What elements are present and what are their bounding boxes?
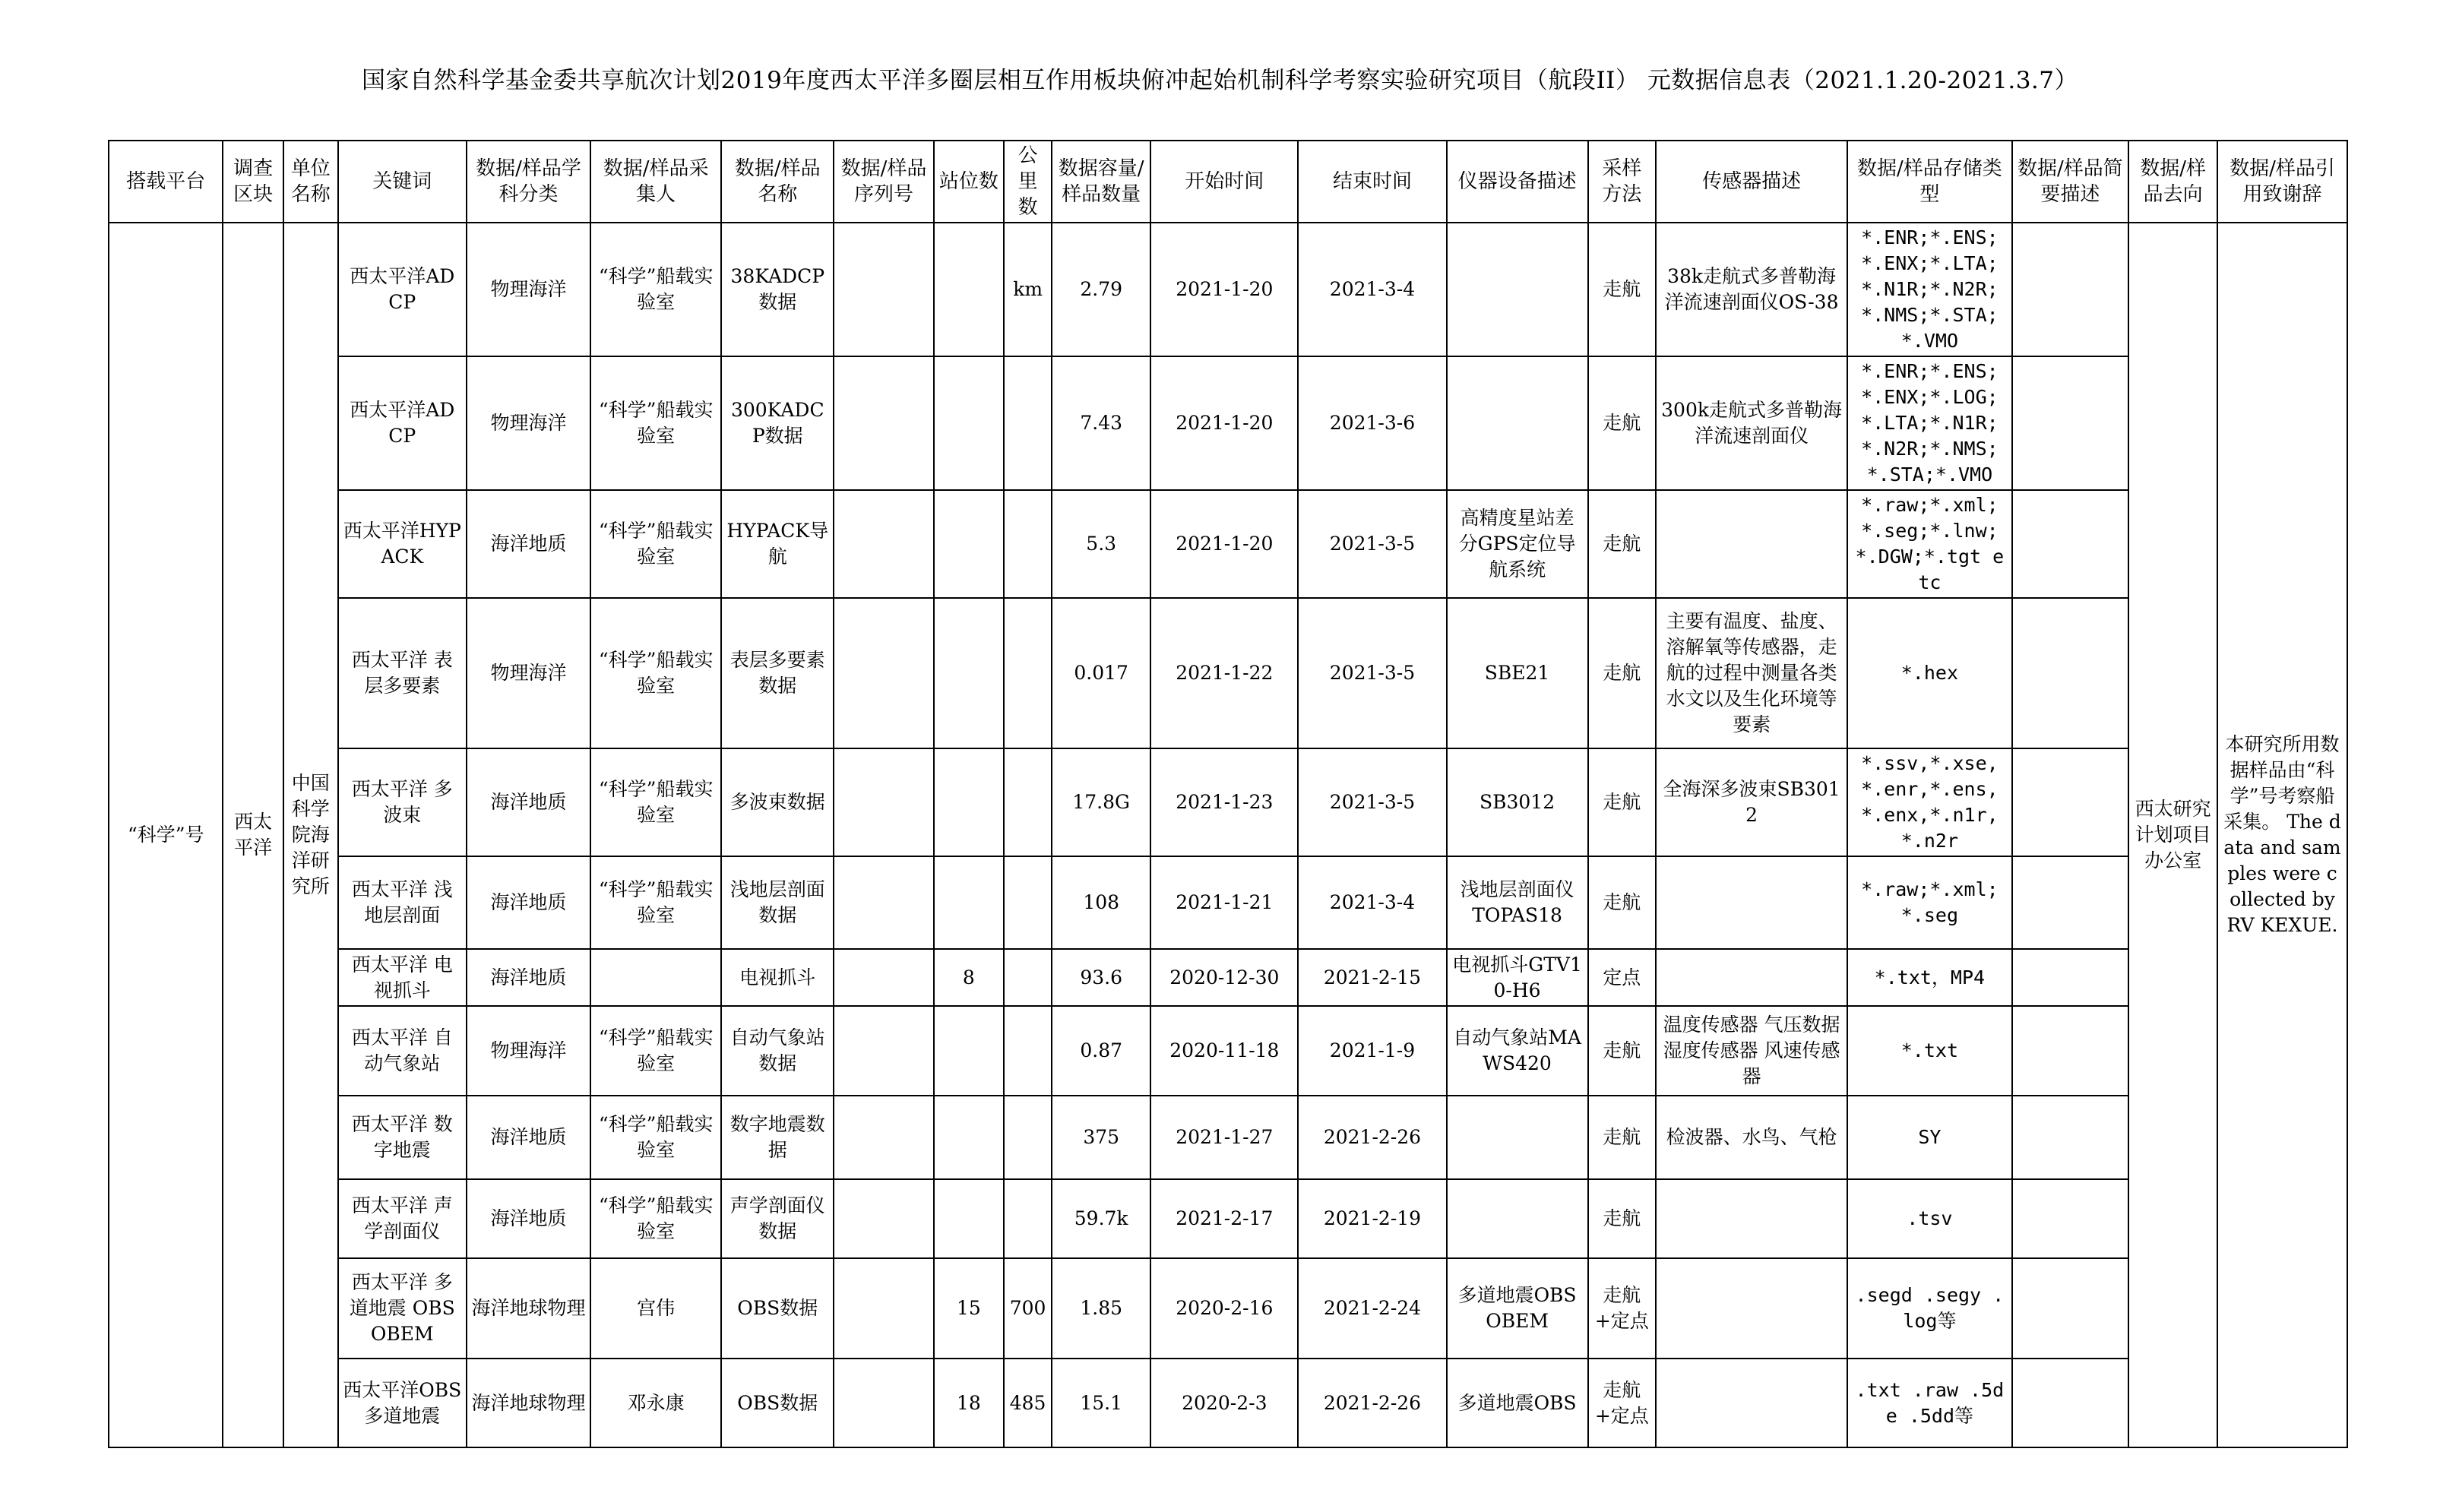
keyword-cell: 西太平洋 浅地层剖面 xyxy=(338,856,467,949)
column-header: 公里数 xyxy=(1004,141,1052,223)
column-header: 数据容量/样品数量 xyxy=(1052,141,1150,223)
instrument-cell: 自动气象站MAWS420 xyxy=(1447,1006,1588,1096)
km-cell xyxy=(1004,949,1052,1006)
stations-cell xyxy=(934,1179,1005,1258)
storage-cell: *.hex xyxy=(1847,598,2012,748)
brief-cell xyxy=(2012,356,2129,490)
stations-cell xyxy=(934,490,1005,598)
name-cell: OBS数据 xyxy=(721,1258,834,1359)
discipline-cell: 物理海洋 xyxy=(467,598,591,748)
method-cell: 走航 xyxy=(1588,856,1656,949)
collector-cell: “科学”船载实验室 xyxy=(590,856,721,949)
acknowledgement-cell: 本研究所用数据样品由“科学”号考察船采集。 The data and samples were collected by RV KEXUE. xyxy=(2217,223,2347,1447)
km-cell xyxy=(1004,490,1052,598)
name-cell: 声学剖面仪数据 xyxy=(721,1179,834,1258)
method-cell: 走航 xyxy=(1588,356,1656,490)
volume-cell: 7.43 xyxy=(1052,356,1150,490)
stations-cell: 8 xyxy=(934,949,1005,1006)
discipline-cell: 海洋地质 xyxy=(467,856,591,949)
table-row xyxy=(109,1096,2347,1179)
method-cell: 走航 xyxy=(1588,1096,1656,1179)
column-header: 传感器描述 xyxy=(1656,141,1847,223)
serial-cell xyxy=(834,1359,933,1447)
serial-cell xyxy=(834,1006,933,1096)
column-header: 搭载平台 xyxy=(109,141,223,223)
discipline-cell: 海洋地质 xyxy=(467,748,591,856)
storage-cell: *.ssv,*.xse,*.enr,*.ens,*.enx,*.n1r,*.n2r xyxy=(1847,748,2012,856)
collector-cell: “科学”船载实验室 xyxy=(590,1006,721,1096)
name-cell: 电视抓斗 xyxy=(721,949,834,1006)
name-cell: OBS数据 xyxy=(721,1359,834,1447)
table-row xyxy=(109,1359,2347,1447)
start-cell: 2021-1-27 xyxy=(1150,1096,1298,1179)
brief-cell xyxy=(2012,598,2129,748)
volume-cell: 0.87 xyxy=(1052,1006,1150,1096)
table-row xyxy=(109,490,2347,598)
table-row xyxy=(109,598,2347,748)
sensor-cell: 全海深多波束SB3012 xyxy=(1656,748,1847,856)
serial-cell xyxy=(834,356,933,490)
destination-cell: 西太研究计划项目办公室 xyxy=(2128,223,2217,1447)
brief-cell xyxy=(2012,1096,2129,1179)
column-header: 调查区块 xyxy=(223,141,283,223)
collector-cell: “科学”船载实验室 xyxy=(590,1096,721,1179)
keyword-cell: 西太平洋 多波束 xyxy=(338,748,467,856)
serial-cell xyxy=(834,490,933,598)
keyword-cell: 西太平洋 多道地震 OBS OBEM xyxy=(338,1258,467,1359)
storage-cell: *.ENR;*.ENS;*.ENX;*.LOG;*.LTA;*.N1R;*.N2R;*.NMS;*.STA;*.VMO xyxy=(1847,356,2012,490)
volume-cell: 59.7k xyxy=(1052,1179,1150,1258)
keyword-cell: 西太平洋 数字地震 xyxy=(338,1096,467,1179)
volume-cell: 1.85 xyxy=(1052,1258,1150,1359)
keyword-cell: 西太平洋 电视抓斗 xyxy=(338,949,467,1006)
method-cell: 走航+定点 xyxy=(1588,1359,1656,1447)
km-cell xyxy=(1004,856,1052,949)
start-cell: 2020-12-30 xyxy=(1150,949,1298,1006)
storage-cell: *.raw;*.xml;*.seg;*.lnw;*.DGW;*.tgt etc xyxy=(1847,490,2012,598)
serial-cell xyxy=(834,1258,933,1359)
start-cell: 2020-11-18 xyxy=(1150,1006,1298,1096)
column-header: 采样方法 xyxy=(1588,141,1656,223)
discipline-cell: 物理海洋 xyxy=(467,356,591,490)
column-header: 数据/样品学科分类 xyxy=(467,141,591,223)
start-cell: 2020-2-3 xyxy=(1150,1359,1298,1447)
brief-cell xyxy=(2012,223,2129,356)
name-cell: 浅地层剖面数据 xyxy=(721,856,834,949)
name-cell: 数字地震数据 xyxy=(721,1096,834,1179)
column-header: 数据/样品序列号 xyxy=(834,141,933,223)
keyword-cell: 西太平洋 声学剖面仪 xyxy=(338,1179,467,1258)
storage-cell: *.txt，MP4 xyxy=(1847,949,2012,1006)
collector-cell: “科学”船载实验室 xyxy=(590,356,721,490)
km-cell xyxy=(1004,356,1052,490)
name-cell: 表层多要素数据 xyxy=(721,598,834,748)
platform-cell: “科学”号 xyxy=(109,223,223,1447)
method-cell: 走航 xyxy=(1588,1006,1656,1096)
table-row xyxy=(109,1006,2347,1096)
km-cell xyxy=(1004,1006,1052,1096)
stations-cell xyxy=(934,748,1005,856)
instrument-cell xyxy=(1447,1096,1588,1179)
km-cell xyxy=(1004,1096,1052,1179)
method-cell: 走航 xyxy=(1588,223,1656,356)
brief-cell xyxy=(2012,856,2129,949)
volume-cell: 93.6 xyxy=(1052,949,1150,1006)
volume-cell: 17.8G xyxy=(1052,748,1150,856)
brief-cell xyxy=(2012,490,2129,598)
discipline-cell: 物理海洋 xyxy=(467,1006,591,1096)
km-cell: 700 xyxy=(1004,1258,1052,1359)
serial-cell xyxy=(834,598,933,748)
serial-cell xyxy=(834,949,933,1006)
collector-cell: “科学”船载实验室 xyxy=(590,748,721,856)
name-cell: 自动气象站数据 xyxy=(721,1006,834,1096)
instrument-cell: SB3012 xyxy=(1447,748,1588,856)
keyword-cell: 西太平洋OBS 多道地震 xyxy=(338,1359,467,1447)
instrument-cell: 高精度星站差分GPS定位导航系统 xyxy=(1447,490,1588,598)
region-cell: 西太平洋 xyxy=(223,223,283,1447)
column-header: 仪器设备描述 xyxy=(1447,141,1588,223)
unit-cell: 中国科学院海洋研究所 xyxy=(283,223,338,1447)
end-cell: 2021-3-5 xyxy=(1298,598,1446,748)
collector-cell: 邓永康 xyxy=(590,1359,721,1447)
stations-cell xyxy=(934,356,1005,490)
sensor-cell: 300k走航式多普勒海洋流速剖面仪 xyxy=(1656,356,1847,490)
serial-cell xyxy=(834,223,933,356)
brief-cell xyxy=(2012,1258,2129,1359)
volume-cell: 5.3 xyxy=(1052,490,1150,598)
keyword-cell: 西太平洋 自动气象站 xyxy=(338,1006,467,1096)
storage-cell: .tsv xyxy=(1847,1179,2012,1258)
keyword-cell: 西太平洋 表层多要素 xyxy=(338,598,467,748)
table-row xyxy=(109,1179,2347,1258)
volume-cell: 0.017 xyxy=(1052,598,1150,748)
column-header: 开始时间 xyxy=(1150,141,1298,223)
column-header: 数据/样品去向 xyxy=(2128,141,2217,223)
sensor-cell xyxy=(1656,1179,1847,1258)
start-cell: 2021-1-20 xyxy=(1150,490,1298,598)
brief-cell xyxy=(2012,1359,2129,1447)
sensor-cell xyxy=(1656,490,1847,598)
brief-cell xyxy=(2012,949,2129,1006)
stations-cell: 15 xyxy=(934,1258,1005,1359)
document-title: 国家自然科学基金委共享航次计划2019年度西太平洋多圈层相互作用板块俯冲起始机制科学考察实验研究项目（航段II） 元数据信息表（2021.1.20-2021.3.7） xyxy=(361,67,2079,94)
method-cell: 走航+定点 xyxy=(1588,1258,1656,1359)
sensor-cell: 检波器、水鸟、气枪 xyxy=(1656,1096,1847,1179)
end-cell: 2021-3-4 xyxy=(1298,223,1446,356)
name-cell: 38KADCP数据 xyxy=(721,223,834,356)
table-row xyxy=(109,223,2347,356)
stations-cell xyxy=(934,856,1005,949)
collector-cell: “科学”船载实验室 xyxy=(590,223,721,356)
end-cell: 2021-2-26 xyxy=(1298,1359,1446,1447)
start-cell: 2021-1-23 xyxy=(1150,748,1298,856)
instrument-cell: 浅地层剖面仪 TOPAS18 xyxy=(1447,856,1588,949)
start-cell: 2021-2-17 xyxy=(1150,1179,1298,1258)
sensor-cell: 主要有温度、盐度、溶解氧等传感器，走航的过程中测量各类水文以及生化环境等要素 xyxy=(1656,598,1847,748)
volume-cell: 15.1 xyxy=(1052,1359,1150,1447)
collector-cell: “科学”船载实验室 xyxy=(590,1179,721,1258)
km-cell xyxy=(1004,598,1052,748)
method-cell: 走航 xyxy=(1588,748,1656,856)
brief-cell xyxy=(2012,1006,2129,1096)
start-cell: 2021-1-20 xyxy=(1150,223,1298,356)
storage-cell: *.raw;*.xml;*.seg xyxy=(1847,856,2012,949)
volume-cell: 375 xyxy=(1052,1096,1150,1179)
sensor-cell xyxy=(1656,949,1847,1006)
stations-cell xyxy=(934,1006,1005,1096)
km-cell: 485 xyxy=(1004,1359,1052,1447)
stations-cell xyxy=(934,1096,1005,1179)
end-cell: 2021-2-15 xyxy=(1298,949,1446,1006)
start-cell: 2021-1-21 xyxy=(1150,856,1298,949)
instrument-cell xyxy=(1447,356,1588,490)
column-header: 数据/样品存储类型 xyxy=(1847,141,2012,223)
discipline-cell: 海洋地质 xyxy=(467,1179,591,1258)
instrument-cell: SBE21 xyxy=(1447,598,1588,748)
column-header: 数据/样品引用致谢辞 xyxy=(2217,141,2347,223)
serial-cell xyxy=(834,1096,933,1179)
keyword-cell: 西太平洋ADCP xyxy=(338,223,467,356)
discipline-cell: 海洋地质 xyxy=(467,1096,591,1179)
collector-cell: “科学”船载实验室 xyxy=(590,598,721,748)
storage-cell: .segd .segy .log等 xyxy=(1847,1258,2012,1359)
serial-cell xyxy=(834,1179,933,1258)
collector-cell: “科学”船载实验室 xyxy=(590,490,721,598)
discipline-cell: 海洋地质 xyxy=(467,949,591,1006)
table-row xyxy=(109,856,2347,949)
column-header: 关键词 xyxy=(338,141,467,223)
end-cell: 2021-3-4 xyxy=(1298,856,1446,949)
brief-cell xyxy=(2012,1179,2129,1258)
sensor-cell: 38k走航式多普勒海洋流速剖面仪OS-38 xyxy=(1656,223,1847,356)
end-cell: 2021-2-19 xyxy=(1298,1179,1446,1258)
discipline-cell: 海洋地质 xyxy=(467,490,591,598)
storage-cell: *.txt xyxy=(1847,1006,2012,1096)
instrument-cell xyxy=(1447,1179,1588,1258)
end-cell: 2021-3-5 xyxy=(1298,490,1446,598)
column-header: 数据/样品名称 xyxy=(721,141,834,223)
metadata-table xyxy=(108,140,2348,1448)
method-cell: 走航 xyxy=(1588,598,1656,748)
column-header: 单位名称 xyxy=(283,141,338,223)
instrument-cell: 多道地震OBS OBEM xyxy=(1447,1258,1588,1359)
end-cell: 2021-1-9 xyxy=(1298,1006,1446,1096)
stations-cell: 18 xyxy=(934,1359,1005,1447)
column-header: 数据/样品简要描述 xyxy=(2012,141,2129,223)
end-cell: 2021-3-6 xyxy=(1298,356,1446,490)
stations-cell xyxy=(934,598,1005,748)
discipline-cell: 物理海洋 xyxy=(467,223,591,356)
storage-cell: SY xyxy=(1847,1096,2012,1179)
name-cell: 300KADCP数据 xyxy=(721,356,834,490)
table-row xyxy=(109,748,2347,856)
table-row xyxy=(109,356,2347,490)
instrument-cell: 多道地震OBS xyxy=(1447,1359,1588,1447)
km-cell xyxy=(1004,748,1052,856)
start-cell: 2021-1-20 xyxy=(1150,356,1298,490)
instrument-cell: 电视抓斗GTV10-H6 xyxy=(1447,949,1588,1006)
collector-cell xyxy=(590,949,721,1006)
volume-cell: 108 xyxy=(1052,856,1150,949)
serial-cell xyxy=(834,856,933,949)
km-cell: km xyxy=(1004,223,1052,356)
sensor-cell xyxy=(1656,856,1847,949)
start-cell: 2020-2-16 xyxy=(1150,1258,1298,1359)
end-cell: 2021-2-24 xyxy=(1298,1258,1446,1359)
volume-cell: 2.79 xyxy=(1052,223,1150,356)
storage-cell: .txt .raw .5de .5dd等 xyxy=(1847,1359,2012,1447)
method-cell: 走航 xyxy=(1588,490,1656,598)
brief-cell xyxy=(2012,748,2129,856)
table-header-row xyxy=(109,141,2347,223)
name-cell: HYPACK导航 xyxy=(721,490,834,598)
keyword-cell: 西太平洋HYPACK xyxy=(338,490,467,598)
discipline-cell: 海洋地球物理 xyxy=(467,1258,591,1359)
end-cell: 2021-2-26 xyxy=(1298,1096,1446,1179)
table-row xyxy=(109,949,2347,1006)
sensor-cell xyxy=(1656,1258,1847,1359)
column-header: 结束时间 xyxy=(1298,141,1446,223)
keyword-cell: 西太平洋ADCP xyxy=(338,356,467,490)
method-cell: 走航 xyxy=(1588,1179,1656,1258)
name-cell: 多波束数据 xyxy=(721,748,834,856)
km-cell xyxy=(1004,1179,1052,1258)
stations-cell xyxy=(934,223,1005,356)
instrument-cell xyxy=(1447,223,1588,356)
end-cell: 2021-3-5 xyxy=(1298,748,1446,856)
collector-cell: 宫伟 xyxy=(590,1258,721,1359)
method-cell: 定点 xyxy=(1588,949,1656,1006)
column-header: 站位数 xyxy=(934,141,1005,223)
column-header: 数据/样品采集人 xyxy=(590,141,721,223)
table-body xyxy=(109,223,2347,1447)
sensor-cell: 温度传感器 气压数据 湿度传感器 风速传感器 xyxy=(1656,1006,1847,1096)
discipline-cell: 海洋地球物理 xyxy=(467,1359,591,1447)
serial-cell xyxy=(834,748,933,856)
sensor-cell xyxy=(1656,1359,1847,1447)
storage-cell: *.ENR;*.ENS;*.ENX;*.LTA;*.N1R;*.N2R;*.NMS;*.STA;*.VMO xyxy=(1847,223,2012,356)
start-cell: 2021-1-22 xyxy=(1150,598,1298,748)
table-row xyxy=(109,1258,2347,1359)
